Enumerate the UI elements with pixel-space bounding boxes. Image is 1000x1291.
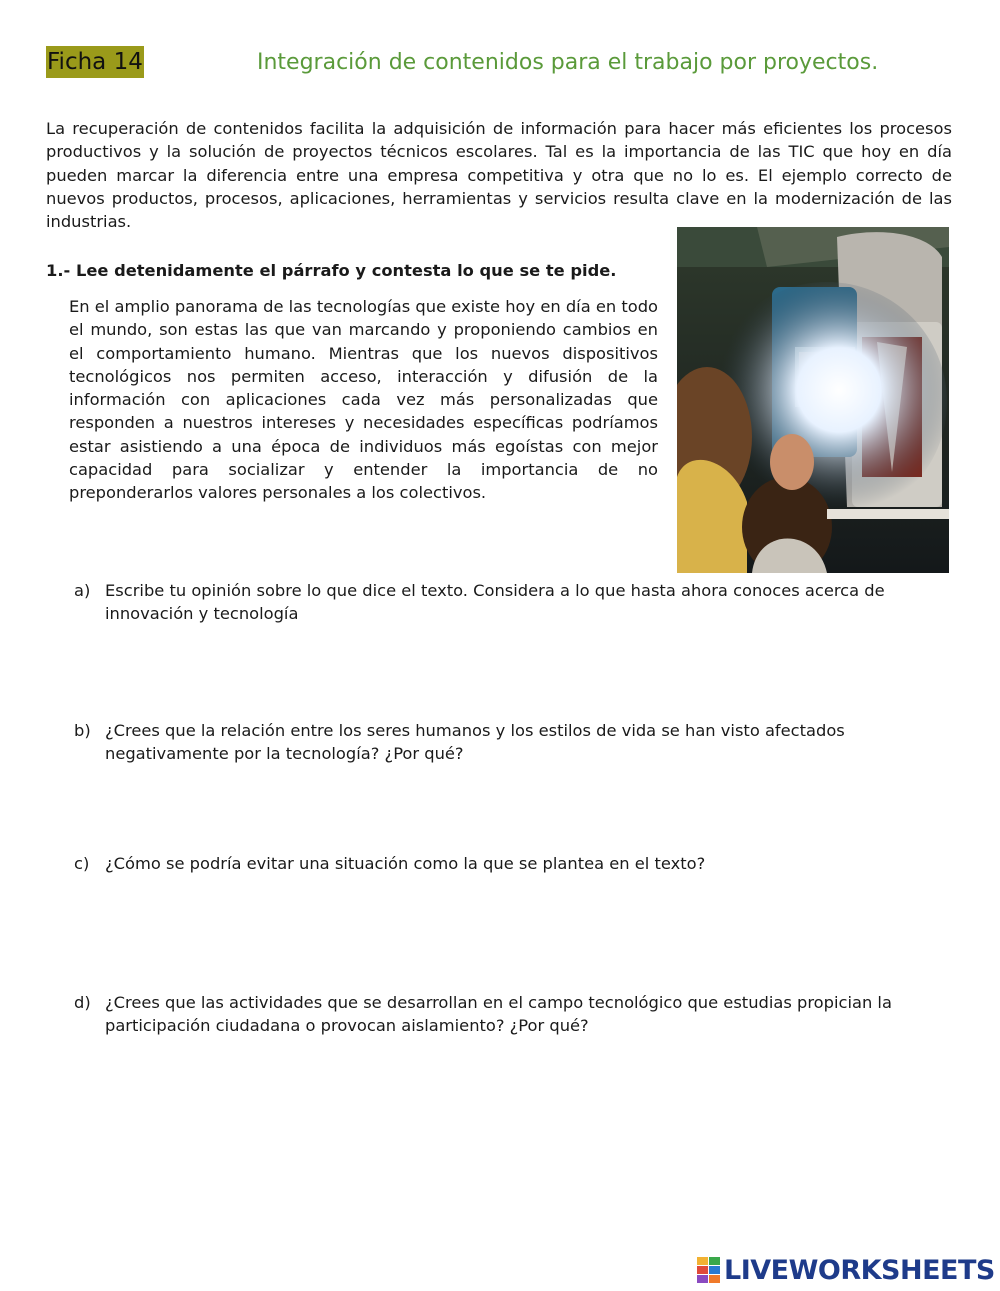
intro-paragraph: La recuperación de contenidos facilita la adquisición de información para hacer más eficientes los procesos productivos y la solución de proyectos técnicos escolares. Tal es la importancia de las TIC que hoy en día pueden marcar la diferencia entre una empresa competitiva y otra que no lo es. El ejemplo correcto de nuevos productos, procesos, aplicaciones, herramientas y servicios resulta clave en la modernización de las industrias.	[46, 119, 952, 232]
question-a	[74, 579, 954, 626]
reading-passage: En el amplio panorama de las tecnologías que existe hoy en día en todo el mundo, son estas las que van marcando y proponiendo cambios en el comportamiento humano. Mientras que los nuevos dispositivos tecnológicos nos permiten acceso, interacción y difusión de la información con aplicaciones cada vez más personalizadas que responden a nuestros intereses y necesidades específicas podríamos estar asistiendo a una época de individuos más egoístas con mejor capacidad para socializar y entender la importancia de no preponderarlos valores personales a los colectivos.	[69, 297, 658, 503]
question-c-label: c)	[74, 854, 90, 873]
question-d-text: ¿Crees que las actividades que se desarrollan en el campo tecnológico que estudias propician la participación ciudadana o provocan aislamiento? ¿Por qué?	[105, 993, 892, 1036]
children-at-computer-photo	[677, 227, 949, 573]
question-c	[74, 852, 954, 875]
question-d-label: d)	[74, 993, 91, 1012]
question-d	[74, 991, 954, 1038]
logo-text: LIVEWORKSHEETS	[724, 1254, 995, 1286]
worksheet-number-label: Ficha 14	[46, 46, 144, 78]
question-a-text: Escribe tu opinión sobre lo que dice el texto. Considera a lo que hasta ahora conoces acerca de innovación y tecnología	[105, 581, 885, 624]
question-a-label: a)	[74, 581, 91, 600]
question-b	[74, 719, 954, 766]
question-c-text: ¿Cómo se podría evitar una situación como la que se plantea en el texto?	[105, 854, 706, 873]
question-b-label: b)	[74, 721, 91, 740]
liveworksheets-blocks-icon	[697, 1257, 721, 1283]
liveworksheets-logo	[697, 1253, 995, 1287]
page-title: Integración de contenidos para el trabajo por proyectos.	[257, 50, 879, 75]
section-1-heading: 1.- Lee detenidamente el párrafo y contesta lo que se te pide.	[46, 261, 617, 280]
question-b-text: ¿Crees que la relación entre los seres humanos y los estilos de vida se han visto afectados negativamente por la tecnología? ¿Por qué?	[105, 721, 845, 764]
